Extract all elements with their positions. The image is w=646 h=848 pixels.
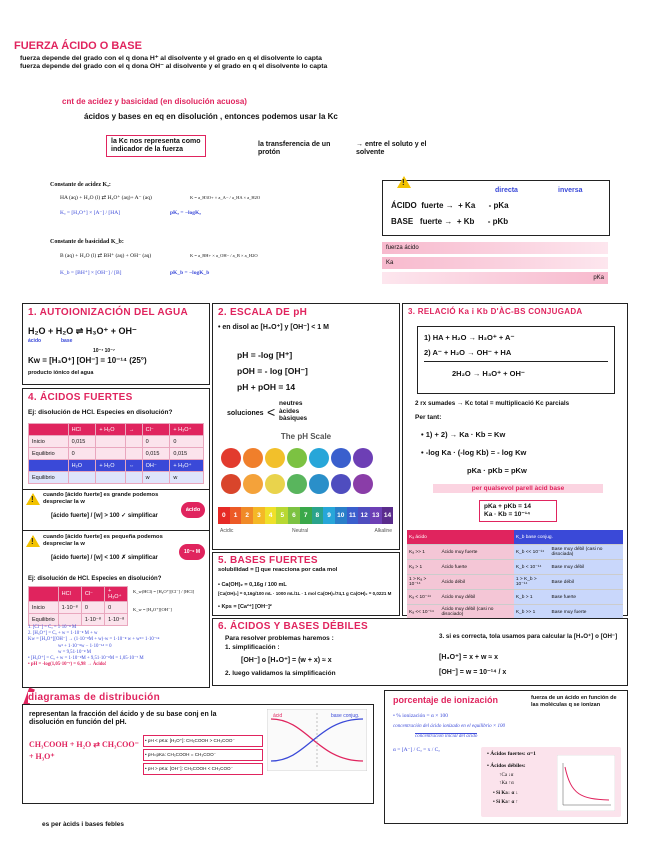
base-activity-K: K = a_BH+ × a_OH− / a_B × a_H2O (190, 253, 258, 258)
s3-final-box: pKa + pKb = 14 Ka · Kb = 10⁻¹⁴ (479, 500, 557, 522)
s8-f1: • % ionización = α × 100 (393, 713, 448, 719)
acid-constant-heading: Constante de acidez Kₐ: (50, 182, 111, 188)
ph-value-cell: 8 (312, 507, 324, 524)
ph-sample-icon (287, 448, 307, 468)
s1-equation: H₂O + H₂O ⇌ H₃O⁺ + OH⁻ (28, 326, 137, 336)
s5-line2: [Ca(OH)₂] = 0,16g/100 mL · 1000 mL/1L · 1 mol Ca(OH)₂/74,1 g Ca(OH)₂ = 0,0221 M (218, 591, 392, 596)
s8-title: porcentaje de ionización (393, 695, 499, 705)
base-Kb: K_b = [BH⁺] × [OH⁻] / [B] (60, 270, 122, 276)
ph-value-cell: 4 (265, 507, 277, 524)
s4-steps: 1. [Cl⁻] = Cₐ = 1·10⁻⁸ M 2. [H₃O⁺] = Cₐ + w = 1·10⁻⁸ M + w Kw = [H₃O⁺][OH⁻] → (1·10⁻⁸M + w)·w = 1·10⁻⁸ w + w²= 1·10⁻¹⁴ w² + 1·10⁻⁸w − 1·10⁻¹⁴ = 0 w = 9,51·10⁻⁸ M • [H₃O⁺] = Cₐ + w = 1·10⁻⁸M + 9,51·10⁻⁸M = 1,05·10⁻⁷ M • pH = -log(1,05·10⁻⁷) = 6,98 → Ácido! (28, 625, 160, 668)
s3-b1: • 1) + 2) → Ka · Kb = Kw (421, 430, 506, 439)
ph-scale-graphic: The pH Scale 0 1 2 3 4 5 6 7 8 9 10 11 12 13 14 Acidic Neutral Alkaline (218, 432, 394, 544)
s2-sol-types: neutres àcides bàsiques (279, 400, 308, 422)
ph-value-cell: 0 (218, 507, 230, 524)
s4-case2-bubble: 10⁻⁸ M (179, 544, 205, 560)
header-line2: fuerza depende del grado con el q dona OH⁻ al disolvente y el grado en q el disolvente lo capta (20, 63, 328, 70)
relation-row-acid: ÁCIDO fuerte → + Ka - pKa (391, 201, 509, 210)
s6-eq2: [H₃O⁺] = x + w ≈ x (439, 654, 499, 661)
s4-row-equilibrio2: Equilibrio w w (29, 472, 204, 484)
chart-label-acid: ácid (273, 713, 283, 719)
ph-value-cell: 6 (288, 507, 300, 524)
col-direct: directa (495, 187, 518, 194)
s3-reactions-box (417, 326, 615, 394)
acid-Ka: Kₐ = [H₃O⁺] × [A⁻] / [HA] (60, 210, 121, 216)
chart-label-base: base conjug. (331, 713, 360, 719)
brace-icon: < (267, 404, 276, 420)
section-autoionization (22, 303, 210, 385)
warning-icon: ! (397, 175, 411, 193)
s3-b2: • -log Ka · (-log Kb) = - log Kw (421, 448, 527, 457)
acid-activity-K: K = a_H3O+ × a_A− / a_HA × a_H2O (190, 195, 261, 200)
s7-desc: representan la fracción del ácido y de su base conj en la disolución en función del pH. (29, 711, 217, 726)
s5-solubility: solubilidad = [] que reacciona por cada mol (218, 567, 338, 573)
relation-table (382, 180, 610, 236)
s3-r3: 2H₂O → H₃O⁺ + OH⁻ (452, 369, 525, 378)
s1-note: producto iónico del agua (28, 370, 94, 376)
distribution-chart (267, 709, 367, 771)
s8-w3: • Si Ka↓ α ↓ (493, 791, 519, 796)
main-title: FUERZA ÁCIDO O BASE (14, 40, 142, 52)
ph-sample-icon (265, 448, 285, 468)
ph-value-cell: 14 (382, 507, 394, 524)
s8-f2: concentración del ácido ionizado en el equilibrio × 100 (393, 724, 505, 729)
warning-icon: ! (26, 492, 40, 510)
s4-example2: Ej: disolución de HCl. Especies en disolución? (28, 576, 162, 582)
ph-sample-icon (331, 448, 351, 468)
s3-r2: 2) A⁻ + H₂O → OH⁻ + HA (424, 348, 512, 357)
kc-boxed-note: la Kc nos representa como indicador de la fuerza (106, 135, 206, 157)
s4-table (28, 423, 204, 484)
s4-row-equilibrio: Equilibrio 0 0,015 0,015 (29, 448, 204, 460)
section-distribution-diagrams (22, 692, 374, 804)
ph-sample-icon (221, 448, 241, 468)
s8-f2b: concentración inicial del ácido (415, 734, 478, 739)
ph-sample-icon (221, 474, 241, 494)
s4-title: 4. ÁCIDOS FUERTES (28, 392, 133, 403)
s1-title: 1. AUTOIONIZACIÓN DEL AGUA (28, 307, 189, 318)
ph-sample-icon (265, 474, 285, 494)
s1-acid-label: ácido (28, 338, 42, 344)
ph-value-cell: 12 (358, 507, 370, 524)
base-constant-heading: Constante de basicidad K_b: (50, 239, 124, 245)
ph-value-cell: 3 (253, 507, 265, 524)
table-row: Kₐ >> 1 Ácido muy fuerte K_b << 10⁻¹⁴ Base muy débil (casi no disociada) (407, 545, 623, 560)
table-row: Kₐ < 10⁻¹⁴ Ácido muy débil K_b > 1 Base fuerte (407, 590, 623, 605)
s3-r1: 1) HA + H₂O → H₃O⁺ + A⁻ (424, 333, 515, 342)
s6-eq1: [OH⁻] o [H₃O⁺] = (w + x) ≈ x (241, 657, 332, 664)
section-ph-scale (212, 303, 400, 550)
s4-case1-frac: [ácido fuerte] / [w] > 100 ✓ simplificar (51, 513, 158, 519)
section-ionization-percentage (384, 690, 628, 824)
table-row: Kₐ > 1 Ácido fuerte K_b < 10⁻¹⁴ Base muy débil (407, 560, 623, 575)
bar-pka: pKa (382, 272, 608, 284)
s4-case2 (23, 532, 209, 574)
s5-line1: • Ca(OH)₂ = 0,16g / 100 mL (218, 582, 287, 588)
s7-title: diagramas de distribución (28, 692, 160, 703)
transfer-note: la transferencia de un protón (258, 141, 331, 156)
s3-title: 3. RELACIÓ Ka i Kb D'ÀC-BS CONJUGADA (408, 307, 583, 316)
ph-value-cell: 5 (276, 507, 288, 524)
section-strong-bases (212, 552, 400, 616)
s1-kw-small: 10⁻⁷ 10⁻⁷ (93, 348, 115, 354)
s4-table-head: HCl + H₂O → Cl⁻ + H₃O⁺ (29, 424, 204, 436)
s3-pair-note: per qualsevol parell àcid base (433, 484, 603, 493)
s6-p3: 2. luego validamos la simplificación (225, 670, 336, 677)
s3-b3: pKa · pKb = pKw (467, 466, 527, 475)
ph-sample-icon (287, 474, 307, 494)
warning-icon: ! (26, 534, 40, 552)
s4-table-head2: H₂O + H₂O ⇔ OH⁻ + H₃O⁺ (29, 460, 204, 472)
s4-example: Ej: disolución de HCl. Especies en disolución? (28, 409, 173, 416)
col-inverse: inversa (558, 187, 583, 194)
relation-row-base: BASE fuerte → + Kb - pKb (391, 217, 509, 226)
ph-value-cell: 7 (300, 507, 312, 524)
ph-sample-icon (309, 474, 329, 494)
acid-reaction: HA (aq) + H₂O (l) ⇄ H₃O⁺ (aq)+ A⁻ (aq) (60, 195, 152, 201)
ph-sample-icon (309, 448, 329, 468)
ph-sample-icon (353, 448, 373, 468)
s2-formula-poh: pOH = - log [OH⁻] (237, 366, 308, 376)
ph-scale-title: The pH Scale (280, 432, 332, 441)
bar-acid-strength: fuerza ácido (382, 242, 608, 254)
s8-info-panel (481, 747, 621, 817)
ionization-chart (557, 755, 615, 811)
s7-conditions: • pH < pKa: [H₃O⁺]: CH₃COOH > CH₃COO⁻ • pH=pKa: CH₃COOH = CH₃COO⁻ • pH > pKa: [OH⁻]: CH₃COOH < CH₃COO⁻ (143, 735, 263, 775)
s6-title: 6. ÁCIDOS Y BASES DÉBILES (218, 621, 368, 632)
s4-case1-bubble: ácido (181, 502, 205, 518)
ph-value-cell: 11 (347, 507, 359, 524)
acid-pKa: pKₐ = −logKₐ (170, 210, 201, 216)
s8-w4: • Si Ka↑ α ↑ (493, 800, 519, 805)
s3-ka-kb-table: Kₐ ácido K_b base conjug. Kₐ >> 1 Ácido muy fuerte K_b << 10⁻¹⁴ Base muy débil (casi no disociada) Kₐ > 1 Ácido fuerte K_b < 10⁻¹⁴ Base muy débil 1 > Kₐ > 10⁻¹⁴ Ácido débil 1 > K_b > 10⁻¹⁴ Base débil Kₐ < 10⁻¹⁴ Ácido muy débil K_b > 1 Base fuerte Kₐ << 10⁻¹⁴ Ácido muy débil (casi no disociado) K_b >> 1 Base muy fuerte (407, 530, 623, 620)
ph-sample-icon (243, 448, 263, 468)
s5-title: 5. BASES FUERTES (218, 555, 318, 566)
s1-base-label: base (61, 338, 73, 344)
s4-case1 (23, 489, 209, 531)
bar-ka: Ka (382, 257, 608, 269)
ph-value-cell: 13 (370, 507, 382, 524)
s4-case2-frac: [ácido fuerte] / [w] < 100 ✗ simplificar (51, 555, 158, 561)
ph-sample-icon (243, 474, 263, 494)
s4-mini-table: HCl Cl⁻ + H₃O⁺ Inicio 1·10⁻⁸ 0 0 Equilibrio 1·10⁻⁸ 1·10⁻⁸ (28, 586, 128, 626)
ph-value-cell: 9 (323, 507, 335, 524)
header-subtitle: cnt de acidez y basicidad (en disolución acuosa) (62, 97, 247, 106)
s8-f3: α = [A⁻] / Cₐ = x / Cₐ (393, 747, 440, 753)
table-row: Kₐ << 10⁻¹⁴ Ácido muy débil (casi no disociado) K_b >> 1 Base muy fuerte (407, 605, 623, 620)
s6-p1: Para resolver problemas haremos : (225, 635, 334, 642)
base-pKb: pK_b = −logK_b (170, 270, 210, 276)
s7-footer: es per àcids i bases febles (42, 821, 125, 828)
s6-eq3: [OH⁻] = w = 10⁻¹⁴ / x (439, 669, 507, 676)
ph-sample-icon (331, 474, 351, 494)
ph-number-bar (218, 504, 394, 524)
s8-w2: ↑Ka ↑α (499, 781, 514, 786)
header-sentence: ácidos y bases en eq en disolución , entonces podemos usar la Kc (84, 112, 338, 121)
s4-kw2: K_w = [H₃O⁺][OH⁻] (133, 607, 172, 612)
s2-intro: • en disol ac [H₃O⁺] y [OH⁻] < 1 M (218, 324, 329, 331)
s2-title: 2. ESCALA DE pH (218, 307, 308, 318)
s5-line3: • Kps = [Ca²⁺] [OH⁻]² (218, 604, 272, 610)
section-weak-acids-bases (212, 618, 628, 686)
ph-value-cell: 1 (230, 507, 242, 524)
s6-p2: 1. simplificación : (225, 644, 280, 651)
ph-value-cell: 2 (241, 507, 253, 524)
section-conjugate-relation (402, 303, 628, 616)
s2-formula-sum: pH + pOH = 14 (237, 382, 296, 392)
ph-value-cell: 10 (335, 507, 347, 524)
s7-reaction: CH₃COOH + H₂O ⇄ CH₃COO⁻ + H₃O⁺ (29, 740, 139, 761)
s8-strong: • Ácidos fuertes: α=1 (487, 751, 536, 757)
s2-sol-label: soluciones (227, 410, 264, 417)
table-row: 1 > Kₐ > 10⁻¹⁴ Ácido débil 1 > K_b > 10⁻¹⁴ Base débil (407, 575, 623, 590)
s4-case2-text: cuando [ácido fuerte] es pequeña podemos despreciar la w (43, 534, 163, 547)
header-line1: fuerza depende del grado con el q dona H⁺ al disolvente y el grado en q el disolvente lo capta (20, 55, 322, 62)
s8-side: fuerza de un ácido en función de las moléculas q se ionizan (531, 695, 617, 708)
s8-weak: • Ácidos débiles: (487, 763, 526, 769)
s4-case1-text: cuando [ácido fuerte] es grande podemos despreciar la w (43, 492, 159, 505)
s6-r1: 3. si es correcta, tola usamos para calcular la [H₃O⁺] o [OH⁻] (439, 633, 618, 640)
s3-per-tant: Per tant: (415, 414, 442, 421)
ph-icons-row2 (220, 474, 392, 499)
s1-kw: Kw = [H₃O⁺] [OH⁻] = 10⁻¹⁴ (25°) (28, 356, 147, 365)
base-reaction: B (aq) + H₂O (l) ⇄ BH⁺ (aq) + OH⁻ (aq) (60, 253, 152, 259)
s2-formula-ph: pH = -log [H⁺] (237, 350, 293, 360)
s8-w1: ↑Ca ↓α (499, 773, 514, 778)
s4-kw1: K_w(HCl) = [H₃O⁺][Cl⁻] / [HCl] (133, 589, 195, 594)
section-strong-acids (22, 388, 210, 688)
ph-icons-row1 (220, 448, 392, 473)
s4-row-inicio: Inicio 0,015 0 0 (29, 436, 204, 448)
ph-sample-icon (353, 474, 373, 494)
s3-sum-note: 2 rx sumades → Kc total = multiplicació Kc parcials (415, 400, 570, 407)
arrow-note: → entre el soluto y el solvente (356, 141, 427, 156)
